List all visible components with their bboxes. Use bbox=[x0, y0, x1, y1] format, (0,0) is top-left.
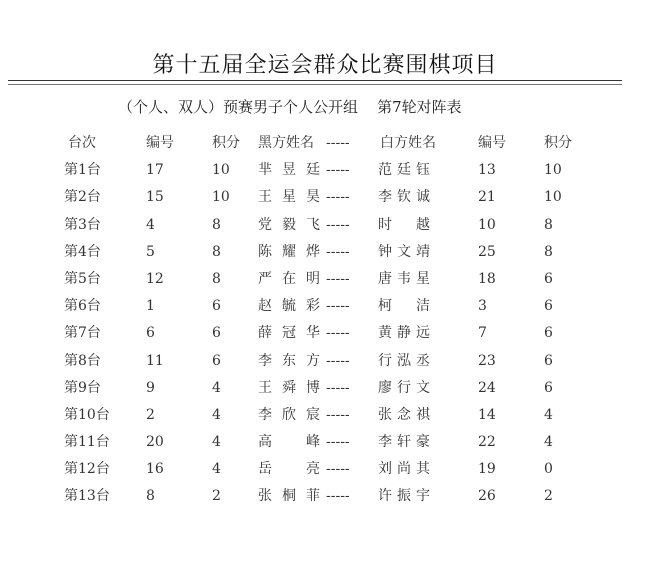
black-score: 10 bbox=[212, 162, 230, 179]
black-score: 6 bbox=[212, 352, 221, 369]
white-number: 24 bbox=[478, 379, 496, 396]
separator: ----- bbox=[326, 162, 350, 179]
black-name: 芈昱廷 bbox=[258, 162, 320, 179]
table-number: 第10台 bbox=[64, 406, 110, 423]
header-black-name: 黑方姓名 bbox=[258, 135, 314, 151]
black-number: 8 bbox=[146, 488, 155, 505]
white-number: 7 bbox=[478, 325, 487, 342]
black-score: 4 bbox=[212, 406, 221, 423]
black-number: 16 bbox=[146, 461, 164, 478]
black-number: 15 bbox=[146, 189, 164, 206]
separator: ----- bbox=[326, 189, 350, 206]
white-number: 23 bbox=[478, 352, 496, 369]
black-number: 12 bbox=[146, 270, 164, 287]
table-row bbox=[0, 266, 650, 293]
black-number: 6 bbox=[146, 325, 155, 342]
white-score: 8 bbox=[544, 243, 553, 260]
table-number: 第11台 bbox=[64, 434, 110, 451]
white-name: 李轩豪 bbox=[378, 434, 430, 451]
table-number: 第7台 bbox=[64, 325, 101, 342]
table-row bbox=[0, 184, 650, 211]
white-score: 6 bbox=[544, 379, 553, 396]
separator: ----- bbox=[326, 434, 350, 451]
white-number: 3 bbox=[478, 298, 487, 315]
table-header bbox=[0, 130, 650, 157]
black-score: 6 bbox=[212, 298, 221, 315]
white-name: 廖行文 bbox=[378, 379, 430, 396]
black-name: 张桐菲 bbox=[258, 488, 320, 505]
black-number: 2 bbox=[146, 406, 155, 423]
black-name: 王星昊 bbox=[258, 189, 320, 206]
black-number: 20 bbox=[146, 434, 164, 451]
separator: ----- bbox=[326, 461, 350, 478]
black-name: 赵毓彩 bbox=[258, 298, 320, 315]
separator: ----- bbox=[326, 243, 350, 260]
white-name: 唐韦星 bbox=[378, 270, 430, 287]
table-row bbox=[0, 483, 650, 510]
black-score: 4 bbox=[212, 379, 221, 396]
white-number: 14 bbox=[478, 406, 496, 423]
black-score: 2 bbox=[212, 488, 221, 505]
black-number: 11 bbox=[146, 352, 164, 369]
white-name: 许振宇 bbox=[378, 488, 430, 505]
page-title: 第十五届全运会群众比赛围棋项目 bbox=[152, 53, 498, 78]
black-score: 6 bbox=[212, 325, 221, 342]
header-black-score: 积分 bbox=[212, 135, 240, 151]
white-name: 刘尚其 bbox=[378, 461, 430, 478]
white-score: 6 bbox=[544, 270, 553, 287]
black-name: 岳亮 bbox=[258, 461, 320, 478]
white-number: 26 bbox=[478, 488, 496, 505]
white-name: 柯洁 bbox=[378, 298, 430, 315]
table-row bbox=[0, 402, 650, 429]
white-name: 李钦诚 bbox=[378, 189, 430, 206]
white-number: 25 bbox=[478, 243, 496, 260]
white-score: 6 bbox=[544, 298, 553, 315]
title-rule-secondary bbox=[8, 84, 622, 85]
separator: ----- bbox=[326, 352, 350, 369]
page-subtitle: （个人、双人）预赛男子个人公开组 第7轮对阵表 bbox=[118, 98, 462, 116]
table-number: 第13台 bbox=[64, 488, 110, 505]
black-name: 高峰 bbox=[258, 434, 320, 451]
white-score: 4 bbox=[544, 434, 553, 451]
table-row bbox=[0, 212, 650, 239]
white-name: 时越 bbox=[378, 216, 430, 233]
black-name: 李欣宸 bbox=[258, 406, 320, 423]
black-score: 10 bbox=[212, 189, 230, 206]
black-name: 党毅飞 bbox=[258, 216, 320, 233]
separator: ----- bbox=[326, 270, 350, 287]
white-name: 黄静远 bbox=[378, 325, 430, 342]
separator: ----- bbox=[326, 298, 350, 315]
white-score: 6 bbox=[544, 352, 553, 369]
black-name: 陈耀烨 bbox=[258, 243, 320, 260]
table-number: 第5台 bbox=[64, 270, 101, 287]
white-score: 0 bbox=[544, 461, 553, 478]
white-number: 13 bbox=[478, 162, 496, 179]
black-name: 王舜博 bbox=[258, 379, 320, 396]
table-row bbox=[0, 375, 650, 402]
white-score: 4 bbox=[544, 406, 553, 423]
table-row bbox=[0, 429, 650, 456]
white-score: 6 bbox=[544, 325, 553, 342]
table-number: 第3台 bbox=[64, 216, 101, 233]
separator: ----- bbox=[326, 216, 350, 233]
separator: ----- bbox=[326, 406, 350, 423]
table-row bbox=[0, 157, 650, 184]
table-number: 第12台 bbox=[64, 461, 110, 478]
header-black-number: 编号 bbox=[146, 135, 174, 151]
black-score: 8 bbox=[212, 216, 221, 233]
header-separator: ----- bbox=[326, 135, 350, 151]
black-name: 薛冠华 bbox=[258, 325, 320, 342]
black-number: 5 bbox=[146, 243, 155, 260]
table-row bbox=[0, 320, 650, 347]
table-row bbox=[0, 293, 650, 320]
white-name: 行泓丞 bbox=[378, 352, 430, 369]
black-score: 8 bbox=[212, 243, 221, 260]
black-name: 李东方 bbox=[258, 352, 320, 369]
white-score: 2 bbox=[544, 488, 553, 505]
black-number: 1 bbox=[146, 298, 155, 315]
white-number: 18 bbox=[478, 270, 496, 287]
black-number: 17 bbox=[146, 162, 164, 179]
black-number: 4 bbox=[146, 216, 155, 233]
white-number: 19 bbox=[478, 461, 496, 478]
white-number: 22 bbox=[478, 434, 496, 451]
table-row bbox=[0, 456, 650, 483]
table-body bbox=[0, 157, 650, 510]
white-score: 10 bbox=[544, 189, 562, 206]
white-number: 21 bbox=[478, 189, 496, 206]
white-name: 范廷钰 bbox=[378, 162, 430, 179]
table-number: 第2台 bbox=[64, 189, 101, 206]
table-number: 第6台 bbox=[64, 298, 101, 315]
table-number: 第4台 bbox=[64, 243, 101, 260]
separator: ----- bbox=[326, 488, 350, 505]
white-number: 10 bbox=[478, 216, 496, 233]
header-white-score: 积分 bbox=[544, 135, 572, 151]
header-table: 台次 bbox=[68, 135, 96, 151]
black-number: 9 bbox=[146, 379, 155, 396]
separator: ----- bbox=[326, 325, 350, 342]
white-score: 10 bbox=[544, 162, 562, 179]
white-score: 8 bbox=[544, 216, 553, 233]
table-number: 第1台 bbox=[64, 162, 101, 179]
pairing-table bbox=[0, 130, 650, 511]
separator: ----- bbox=[326, 379, 350, 396]
white-name: 钟文靖 bbox=[378, 243, 430, 260]
table-row bbox=[0, 239, 650, 266]
white-name: 张念祺 bbox=[378, 406, 430, 423]
header-white-number: 编号 bbox=[478, 135, 506, 151]
table-number: 第8台 bbox=[64, 352, 101, 369]
title-rule bbox=[8, 80, 622, 81]
black-name: 严在明 bbox=[258, 270, 320, 287]
black-score: 4 bbox=[212, 461, 221, 478]
black-score: 8 bbox=[212, 270, 221, 287]
header-white-name: 白方姓名 bbox=[380, 135, 436, 151]
black-score: 4 bbox=[212, 434, 221, 451]
table-number: 第9台 bbox=[64, 379, 101, 396]
table-row bbox=[0, 348, 650, 375]
